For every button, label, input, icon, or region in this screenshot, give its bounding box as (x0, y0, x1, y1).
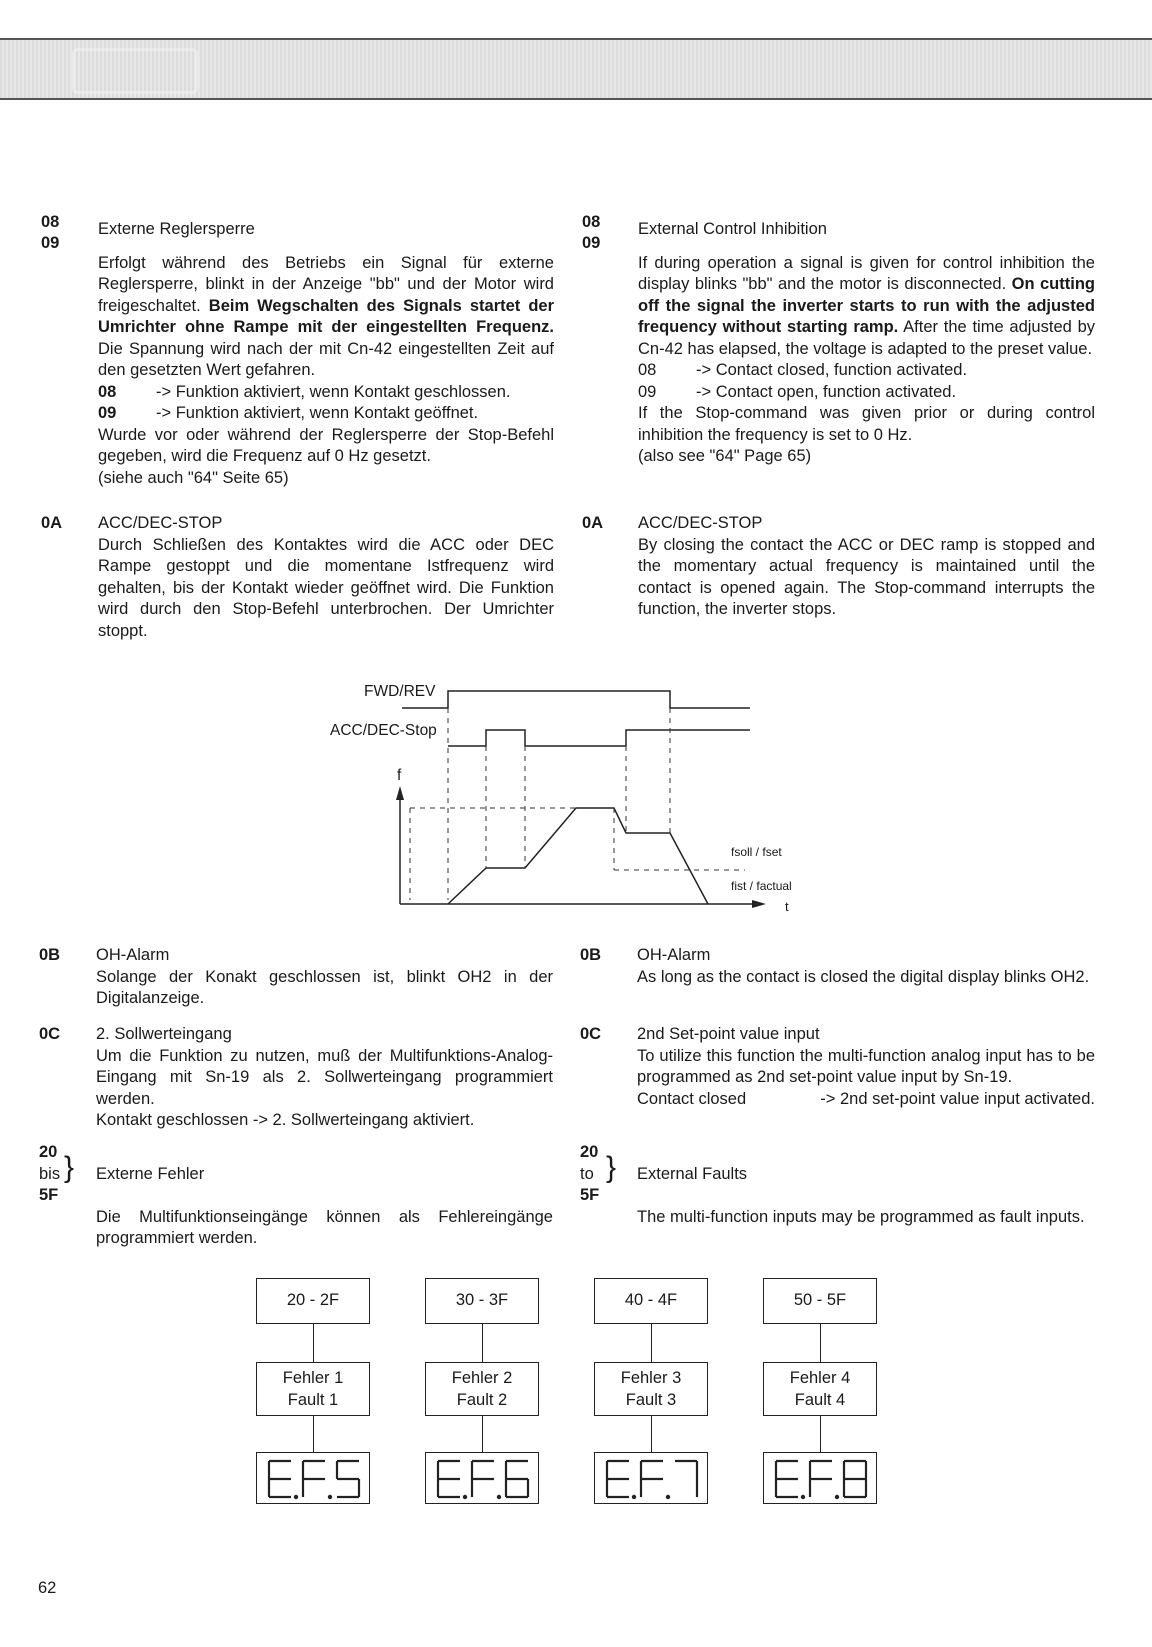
paragraph (98, 253, 554, 382)
code-0B: 0B (39, 946, 61, 964)
left-text-0A (98, 513, 554, 642)
text-run: Die Spannung wird nach der mit Cn-42 eingestellten Zeit auf den gesetzten Wert gefahren. (98, 339, 554, 379)
option-code: 08 (638, 361, 657, 379)
fault-range-box: 20 - 2F (256, 1278, 370, 1324)
connector-line (651, 1324, 652, 1362)
entry-title: ACC/DEC-STOP (98, 514, 223, 532)
option-text: -> Contact closed, function activated. (696, 361, 968, 379)
paragraph: If the Stop-command was given prior or during control inhibition the frequency is set to 0 Hz. (638, 404, 1095, 444)
paragraph: Kontakt geschlossen -> 2. Sollwerteingang aktiviert. (96, 1111, 475, 1129)
label-fact-sep: / (746, 879, 757, 893)
label-fact-b: factual (756, 879, 792, 893)
range-mid: to (580, 1164, 594, 1183)
text-run: After the time adjusted by Cn-42 has elapsed, the voltage is adapted to the preset value. (638, 318, 1095, 358)
connector-line (482, 1324, 483, 1362)
label-f: f (397, 767, 402, 784)
connector-line (313, 1324, 314, 1362)
option-row (638, 382, 1095, 404)
entry-title: External Control Inhibition (638, 220, 827, 238)
fault-label-en: Fault 4 (794, 1391, 846, 1409)
right-text-0B (637, 945, 1095, 988)
option-row (98, 403, 554, 425)
seven-segment-glyphs (257, 1453, 371, 1505)
range-from: 20 (39, 1143, 58, 1161)
label-t: t (785, 899, 789, 914)
header-logo (72, 48, 198, 94)
brace-icon: } (64, 1151, 75, 1184)
entry-title: External Faults (637, 1165, 748, 1183)
seven-segment-glyphs (764, 1453, 878, 1505)
entry-title: Externe Fehler (96, 1165, 205, 1183)
fault-label-de: Fehler 4 (789, 1369, 851, 1387)
paragraph: By closing the contact the ACC or DEC ramp is stopped and the momentary actual frequency is maintained until the contact is opened again. The Stop-command interrupts the function, the inverter stops. (638, 535, 1095, 618)
seven-segment-display (763, 1452, 877, 1504)
option-text: -> 2nd set-point value input activated. (820, 1089, 1095, 1108)
paragraph: The multi-function inputs may be programmed as fault inputs. (637, 1207, 1085, 1226)
fault-range-box: 30 - 3F (425, 1278, 539, 1324)
left-text-0C (96, 1024, 553, 1132)
code-09: 09 (582, 234, 601, 252)
entry-title: Externe Reglersperre (98, 220, 255, 238)
bold-text-run: Beim Wegschalten des Signals startet der Umrichter ohne Rampe mit der eingestellten Frequenz. (98, 296, 554, 336)
paragraph (638, 253, 1095, 361)
paragraph: (also see "64" Page 65) (638, 447, 812, 465)
fault-label-en: Fault 3 (625, 1391, 677, 1409)
paragraph: To utilize this function the multi-function analog input has to be programmed as 2nd set-point value input by Sn-19. (637, 1046, 1095, 1086)
label-fset-b: fset (762, 845, 782, 859)
text-run: If during operation a signal is given for control inhibition the display blinks "bb" and the motor is disconnected. (638, 253, 1095, 293)
connector-line (482, 1416, 483, 1452)
paragraph: As long as the contact is closed the digital display blinks OH2. (637, 967, 1090, 986)
seven-segment-display (594, 1452, 708, 1504)
option-code: 09 (98, 404, 117, 422)
right-text-0C (637, 1024, 1095, 1110)
connector-line (820, 1416, 821, 1452)
option-text: -> Funktion aktiviert, wenn Kontakt geöffnet. (156, 404, 479, 422)
paragraph: Solange der Konakt geschlossen ist, blinkt OH2 in der Digitalanzeige. (96, 967, 553, 1007)
fault-label-box (425, 1362, 539, 1416)
seven-segment-glyphs (426, 1453, 540, 1505)
fault-label-de: Fehler 3 (620, 1369, 682, 1387)
code-09: 09 (41, 234, 60, 252)
bold-text-run: On cutting off the signal the inverter starts to run with the adjusted frequency without starting ramp. (638, 275, 1095, 336)
connector-line (651, 1416, 652, 1452)
entry-title: 2nd Set-point value input (637, 1025, 820, 1043)
right-text-0A (638, 513, 1095, 621)
right-text-08-09 (638, 219, 1095, 468)
paragraph: Durch Schließen des Kontaktes wird die ACC oder DEC Rampe gestoppt und die momentane Istfrequenz wird gehalten, bis der Kontakt wieder geöffnet wird. Die Funktion wird durch den Stop-Befehl unterbrochen. Der Umrichter stoppt. (98, 535, 554, 640)
option-code: Contact closed (637, 1089, 747, 1108)
right-text-20-5F (637, 1164, 1095, 1228)
paragraph: Wurde vor oder während der Reglersperre der Stop-Befehl gegeben, wird die Frequenz auf 0 Hz gesetzt. (98, 425, 554, 465)
option-code: 09 (638, 382, 657, 401)
label-fact-a: fist (731, 879, 747, 893)
fault-label-box (594, 1362, 708, 1416)
fault-label-de: Fehler 1 (282, 1369, 344, 1387)
range-code (39, 1142, 60, 1207)
code-0A: 0A (41, 514, 63, 532)
label-fset-sep: / (752, 845, 763, 859)
label-fwd-rev: FWD/REV (364, 683, 436, 700)
code-0C: 0C (580, 1025, 602, 1043)
range-code (580, 1142, 599, 1207)
text-run: Erfolgt während des Betriebs ein Signal für externe Reglersperre, blinkt in der Anzeige "bb" und der Motor wird freigeschaltet. (98, 253, 554, 315)
code-08: 08 (41, 213, 60, 231)
fault-range-box: 40 - 4F (594, 1278, 708, 1324)
fault-label-box (256, 1362, 370, 1416)
label-fset (731, 845, 782, 859)
option-row (637, 1089, 1095, 1111)
page-number: 62 (38, 1579, 57, 1597)
frequency-curve (448, 808, 708, 904)
paragraph: Um die Funktion zu nutzen, muß der Multifunktions-Analog-Eingang mit Sn-19 als 2. Sollwerteingang programmiert werden. (96, 1046, 553, 1108)
header-band (0, 38, 1152, 100)
entry-title: OH-Alarm (96, 946, 170, 964)
t-axis-arrow-icon (752, 900, 766, 908)
code-0C: 0C (39, 1025, 61, 1043)
connector-line (820, 1324, 821, 1362)
fault-label-box (763, 1362, 877, 1416)
range-from: 20 (580, 1143, 599, 1161)
paragraph: Die Multifunktionseingänge können als Fehlereingänge programmiert werden. (96, 1207, 553, 1247)
option-row (98, 382, 554, 404)
code-0B: 0B (580, 946, 602, 964)
fwd-rev-signal (402, 691, 750, 708)
option-row (638, 360, 1095, 382)
option-code: 08 (98, 382, 117, 401)
entry-title: OH-Alarm (637, 946, 711, 964)
option-text: -> Funktion aktiviert, wenn Kontakt geschlossen. (156, 382, 511, 401)
left-text-08-09 (98, 219, 554, 489)
code-08: 08 (582, 213, 601, 231)
option-text: -> Contact open, function activated. (696, 382, 957, 401)
range-to: 5F (580, 1186, 600, 1204)
label-fset-a: fsoll (731, 845, 753, 859)
acc-dec-stop-signal (448, 730, 750, 746)
entry-title: ACC/DEC-STOP (638, 514, 763, 532)
f-axis-arrow-icon (396, 786, 404, 800)
range-to: 5F (39, 1186, 59, 1204)
label-acc-dec-stop: ACC/DEC-Stop (330, 722, 437, 739)
fault-label-en: Fault 2 (456, 1391, 508, 1409)
label-factual (731, 879, 792, 893)
seven-segment-glyphs (595, 1453, 709, 1505)
brace-icon: } (606, 1151, 617, 1184)
fault-range-box: 50 - 5F (763, 1278, 877, 1324)
paragraph: (siehe auch "64" Seite 65) (98, 468, 289, 487)
left-text-0B (96, 945, 553, 1010)
left-text-20-5F (96, 1164, 553, 1250)
entry-title: 2. Sollwerteingang (96, 1025, 232, 1043)
code-0A: 0A (582, 514, 604, 532)
range-mid: bis (39, 1164, 61, 1183)
connector-line (313, 1416, 314, 1452)
seven-segment-display (256, 1452, 370, 1504)
seven-segment-display (425, 1452, 539, 1504)
fault-label-de: Fehler 2 (451, 1369, 513, 1387)
fault-label-en: Fault 1 (287, 1391, 339, 1409)
